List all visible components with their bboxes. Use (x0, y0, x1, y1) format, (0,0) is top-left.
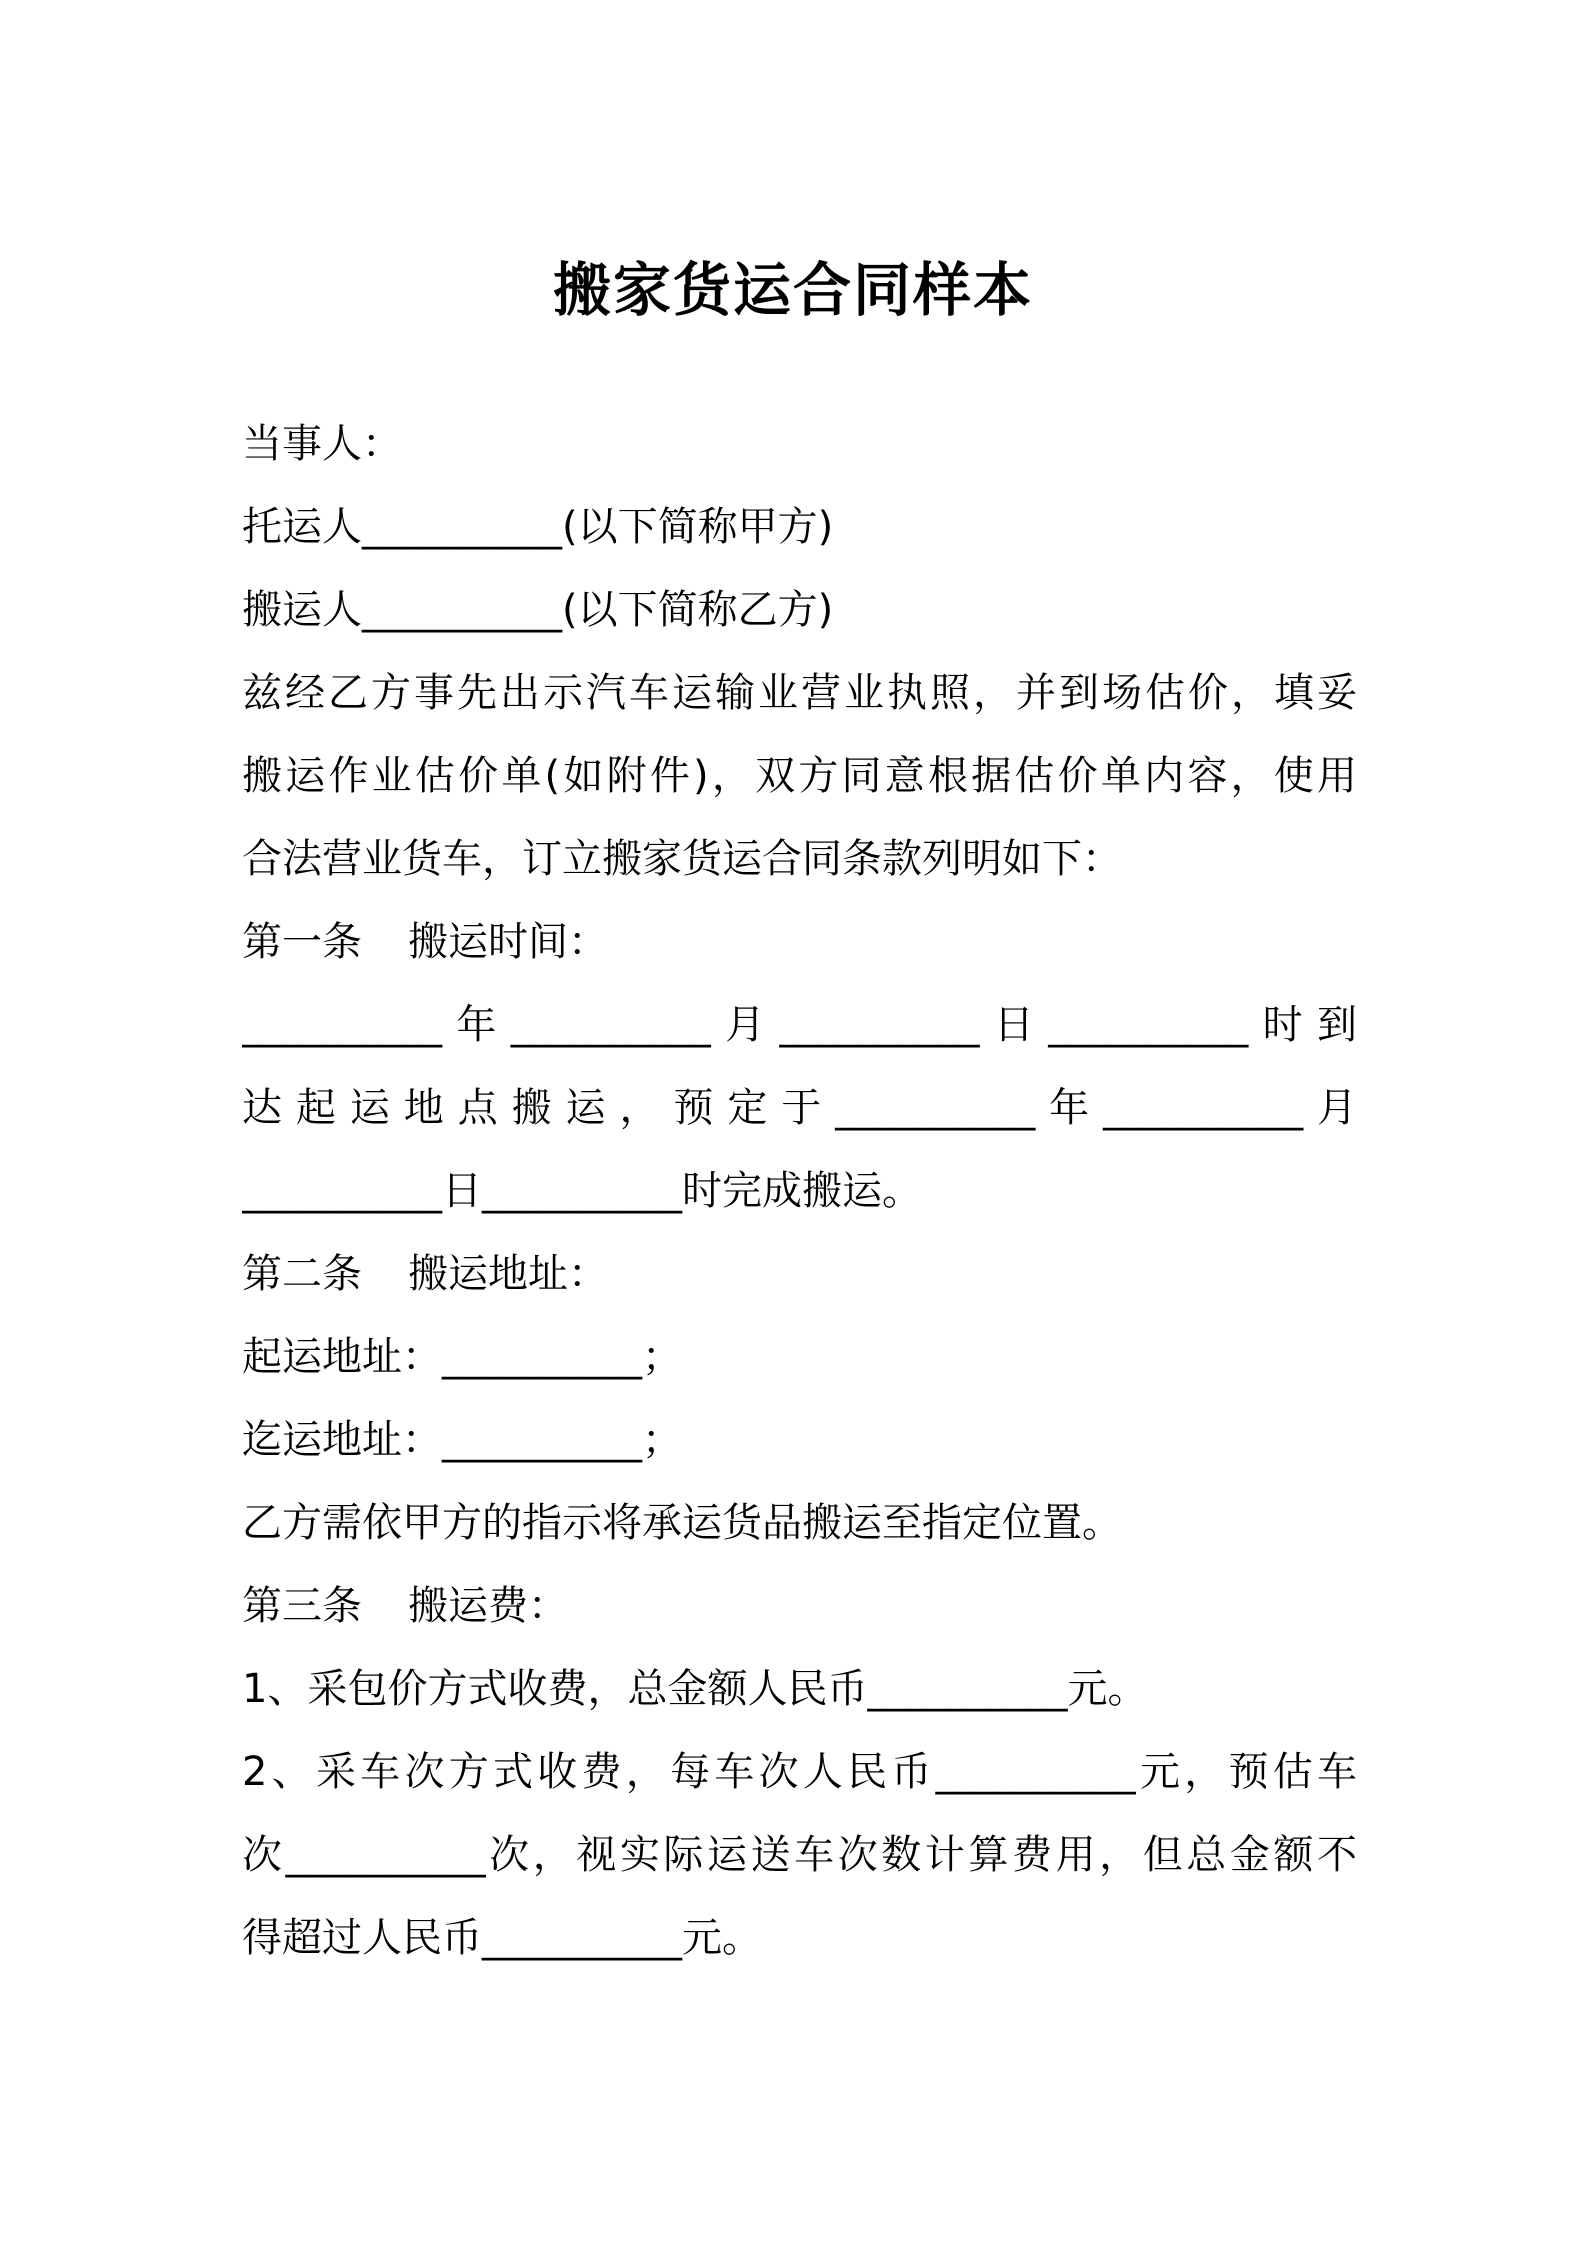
article-1-line-3: __________日__________时完成搬运。 (242, 1168, 922, 1214)
document-title: 搬家货运合同样本 (552, 256, 1033, 324)
article-1-heading (242, 901, 1357, 984)
article-2-label: 第二条 (242, 1251, 362, 1297)
article-1-title: 搬运时间： (408, 919, 608, 965)
article-1-line-2: 达起运地点搬运，预定于__________年__________月 (242, 1085, 1357, 1131)
article-1-label: 第一条 (242, 919, 362, 965)
article-2-title: 搬运地址： (408, 1251, 608, 1297)
article-3-heading (242, 1565, 1357, 1648)
fee-item-2-line-3: 得超过人民币__________元。 (242, 1915, 762, 1961)
origin-address-line: 起运地址：__________； (242, 1334, 682, 1380)
parties-heading: 当事人： (242, 421, 402, 467)
fee-item-2-line-2: 次__________次，视实际运送车次数计算费用，但总金额不 (242, 1832, 1357, 1878)
fee-item-1: 1、采包价方式收费，总金额人民币__________元。 (242, 1666, 1148, 1712)
article-2-heading (242, 1233, 1357, 1316)
document-body (242, 403, 1357, 1980)
carrier-line: 搬运人__________(以下简称乙方) (242, 587, 834, 633)
preamble-line-1: 兹经乙方事先出示汽车运输业营业执照，并到场估价，填妥 (242, 670, 1357, 716)
preamble-line-3: 合法营业货车，订立搬家货运合同条款列明如下： (242, 836, 1122, 882)
fee-item-2-line-1: 2、采车次方式收费，每车次人民币__________元，预估车 (242, 1749, 1357, 1795)
article-2-instruction: 乙方需依甲方的指示将承运货品搬运至指定位置。 (242, 1500, 1122, 1546)
article-1-line-1: __________年__________月__________日__________时到 (242, 1002, 1357, 1048)
consignor-line: 托运人__________(以下简称甲方) (242, 504, 834, 550)
article-3-label: 第三条 (242, 1583, 362, 1629)
destination-address-line: 迄运地址：__________； (242, 1417, 682, 1463)
article-3-title: 搬运费： (408, 1583, 568, 1629)
preamble-line-2: 搬运作业估价单(如附件)，双方同意根据估价单内容，使用 (242, 753, 1357, 799)
